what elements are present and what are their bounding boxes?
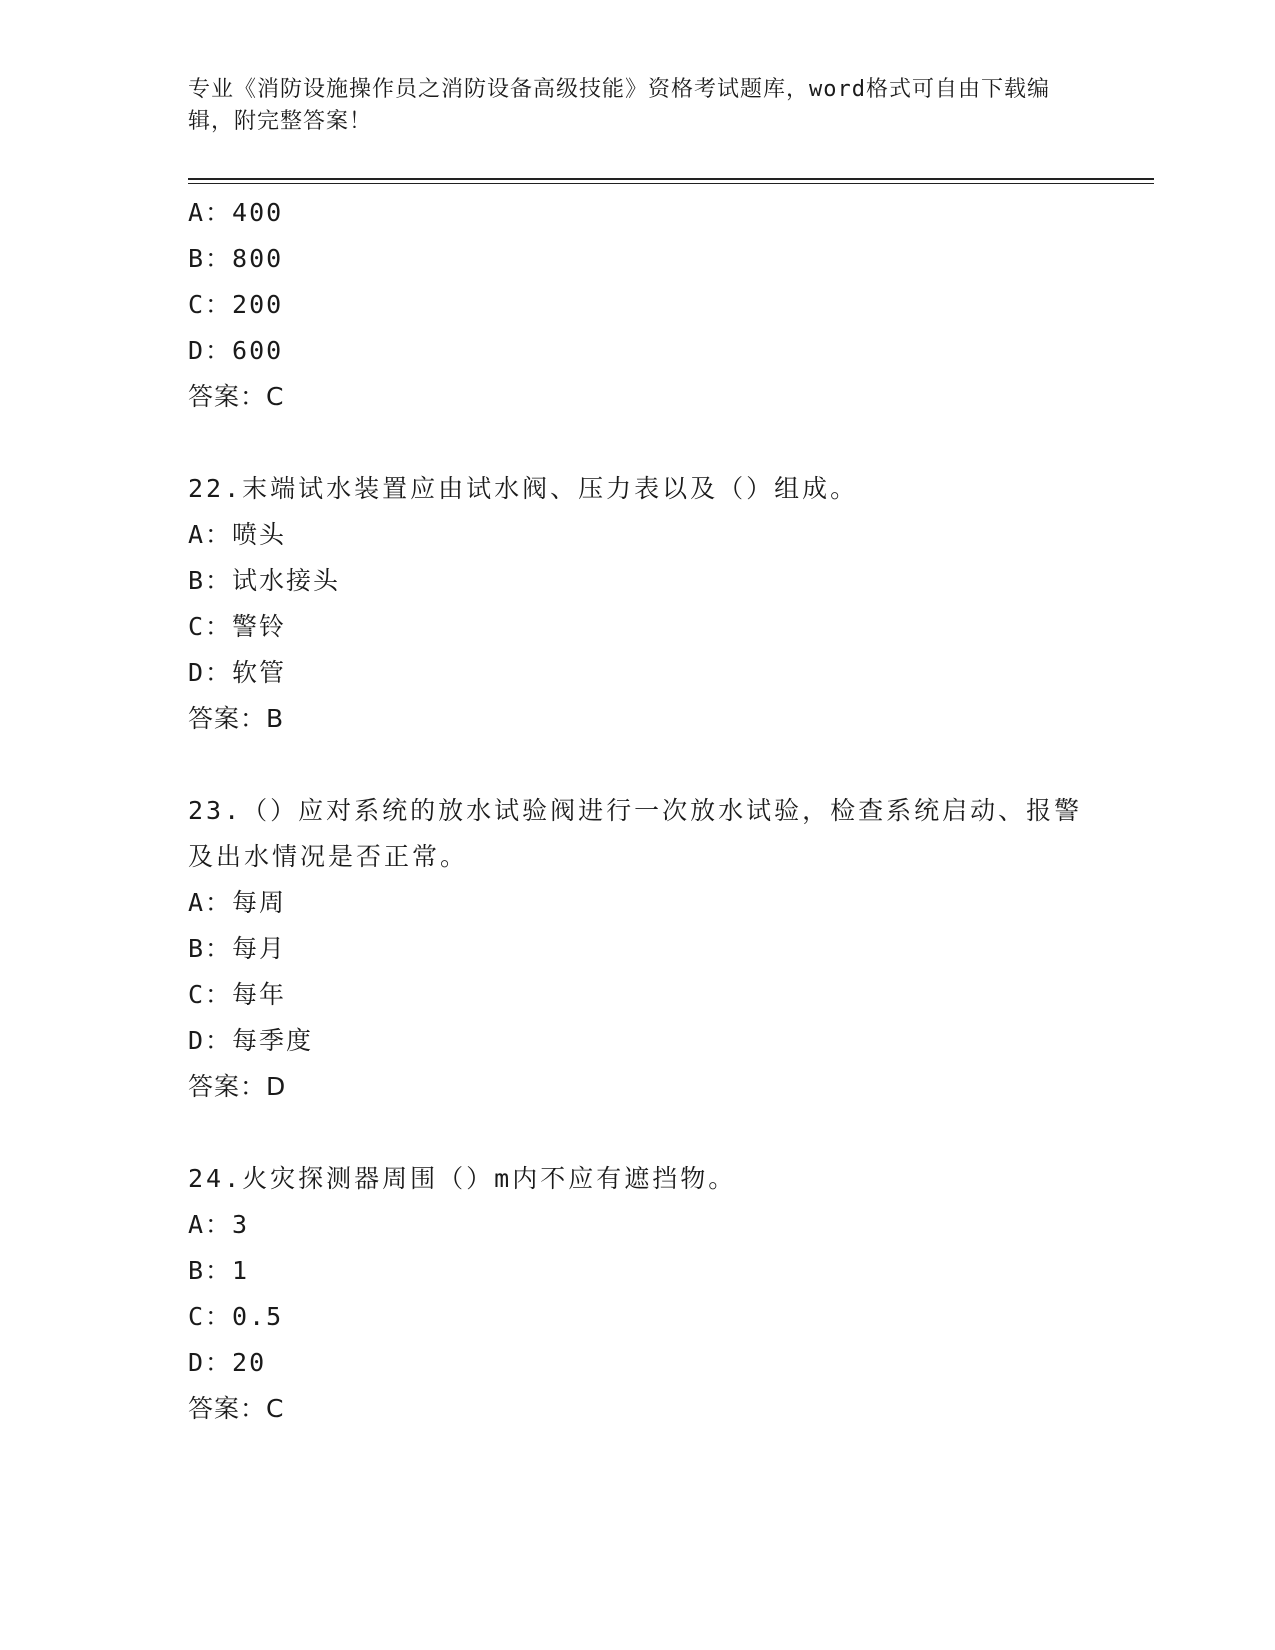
option-d: D：20	[188, 1348, 267, 1377]
page-header	[188, 74, 1068, 138]
option-c: C：200	[188, 290, 284, 319]
option-c: C：0.5	[188, 1302, 284, 1331]
question-text: 23.（）应对系统的放水试验阀进行一次放水试验，检查系统启动、报警及出水情况是否正常。	[188, 796, 1083, 871]
option-d: D：600	[188, 336, 284, 365]
option-a: A：每周	[188, 888, 287, 917]
header-divider-thick	[188, 178, 1154, 180]
option-c: C：警铃	[188, 612, 287, 641]
header-text: 专业《消防设施操作员之消防设备高级技能》资格考试题库，word格式可自由下载编辑，附完整答案！	[188, 77, 1050, 134]
option-a: A：400	[188, 198, 284, 227]
spacer	[188, 1110, 1088, 1156]
question-text: 22.末端试水装置应由试水阀、压力表以及（）组成。	[188, 474, 859, 503]
option-d: D：软管	[188, 658, 287, 687]
header-divider-thin	[188, 183, 1154, 184]
option-a: A：3	[188, 1210, 250, 1239]
answer: 答案：C	[188, 382, 285, 411]
option-b: B：800	[188, 244, 284, 273]
option-d: D：每季度	[188, 1026, 314, 1055]
answer: 答案：D	[188, 1072, 287, 1101]
question-block-22	[188, 466, 1088, 742]
option-b: B：试水接头	[188, 566, 341, 595]
question-block-24	[188, 1156, 1088, 1432]
question-block-23	[188, 788, 1088, 1110]
question-text: 24.火灾探测器周围（）m内不应有遮挡物。	[188, 1164, 737, 1193]
option-c: C：每年	[188, 980, 287, 1009]
option-b: B：每月	[188, 934, 287, 963]
spacer	[188, 742, 1088, 788]
option-a: A：喷头	[188, 520, 287, 549]
spacer	[188, 420, 1088, 466]
question-content	[188, 190, 1088, 1432]
answer: 答案：C	[188, 1394, 285, 1423]
option-b: B：1	[188, 1256, 250, 1285]
answer: 答案：B	[188, 704, 285, 733]
question-block-21	[188, 190, 1088, 420]
